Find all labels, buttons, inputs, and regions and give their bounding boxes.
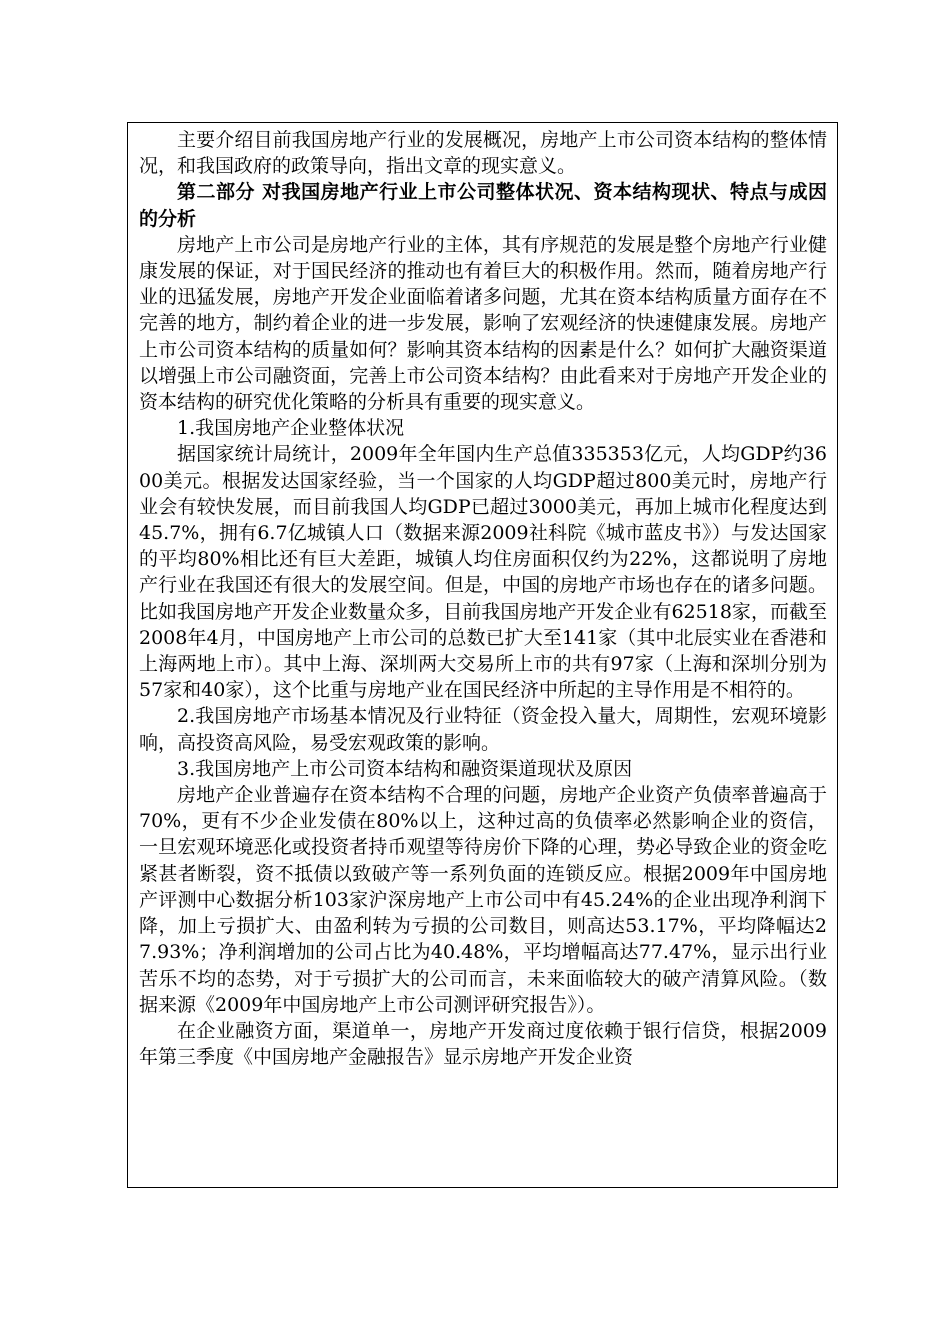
intro-paragraph: 主要介绍目前我国房地产行业的发展概况，房地产上市公司资本结构的整体情况，和我国政府的政策导向，指出文章的现实意义。 (139, 129, 827, 178)
body-paragraph: 房地产上市公司是房地产行业的主体，其有序规范的发展是整个房地产行业健康发展的保证，对于国民经济的推动也有着巨大的积极作用。然而，随着房地产行业的迅猛发展，房地产开发企业面临着诸多问题，尤其在资本结构质量方面存在不完善的地方，制约着企业的进一步发展，影响了宏观经济的快速健康发展。房地产上市公司资本结构的质量如何？影响其资本结构的因素是什么？如何扩大融资渠道以增强上市公司融资面，完善上市公司资本结构？由此看来对于房地产开发企业的资本结构的研究优化策略的分析具有重要的现实意义。 (139, 233, 827, 414)
numbered-item-2: 2.我国房地产市场基本情况及行业特征（资金投入量大，周期性，宏观环境影响，高投资高风险，易受宏观政策的影响。 (139, 705, 827, 754)
numbered-item-1: 1.我国房地产企业整体状况 (177, 417, 405, 440)
numbered-item-3: 3.我国房地产上市公司资本结构和融资渠道现状及原因 (177, 757, 633, 780)
document-table-cell (127, 122, 838, 1188)
body-paragraph: 在企业融资方面，渠道单一，房地产开发商过度依赖于银行信贷，根据2009年第三季度《中国房地产金融报告》显示房地产开发企业资 (139, 1019, 827, 1069)
body-paragraph: 房地产企业普遍存在资本结构不合理的问题，房地产企业资产负债率普遍高于70%，更有不少企业发债在80%以上，这种过高的负债率必然影响企业的资信，一旦宏观环境恶化或投资者持币观望等待房价下降的心理，势必导致企业的资金吃紧甚者断裂，资不抵债以致破产等一系列负面的连锁反应。根据2009年中国房地产评测中心数据分析103家沪深房地产上市公司中有45.24%的企业出现净利润下降，加上亏损扩大、由盈利转为亏损的公司数目，则高达53.17%，平均降幅达27.93%；净利润增加的公司占比为40.48%，平均增幅高达77.47%，显示出行业苦乐不均的态势，对于亏损扩大的公司而言，未来面临较大的破产清算风险。（数据来源《2009年中国房地产上市公司测评研究报告》）。 (139, 784, 827, 1016)
document-body (139, 127, 827, 1070)
body-paragraph: 据国家统计局统计，2009年全年国内生产总值335353亿元，人均GDP约3600美元。根据发达国家经验，当一个国家的人均GDP超过800美元时，房地产行业会有较快发展，而目前我国人均GDP已超过3000美元，再加上城市化程度达到45.7%，拥有6.7亿城镇人口（数据来源2009社科院《城市蓝皮书》）与发达国家的平均80%相比还有巨大差距，城镇人均住房面积仅约为22%，这都说明了房地产行业在我国还有很大的发展空间。但是，中国的房地产市场也存在的诸多问题。比如我国房地产开发企业数量众多，目前我国房地产开发企业有62518家，而截至2008年4月，中国房地产上市公司的总数已扩大至141家（其中北辰实业在香港和上海两地上市）。其中上海、深圳两大交易所上市的共有97家（上海和深圳分别为57家和40家），这个比重与房地产业在国民经济中所起的主导作用是不相符的。 (139, 443, 827, 702)
section-heading: 第二部分 对我国房地产行业上市公司整体状况、资本结构现状、特点与成因的分析 (139, 181, 827, 230)
